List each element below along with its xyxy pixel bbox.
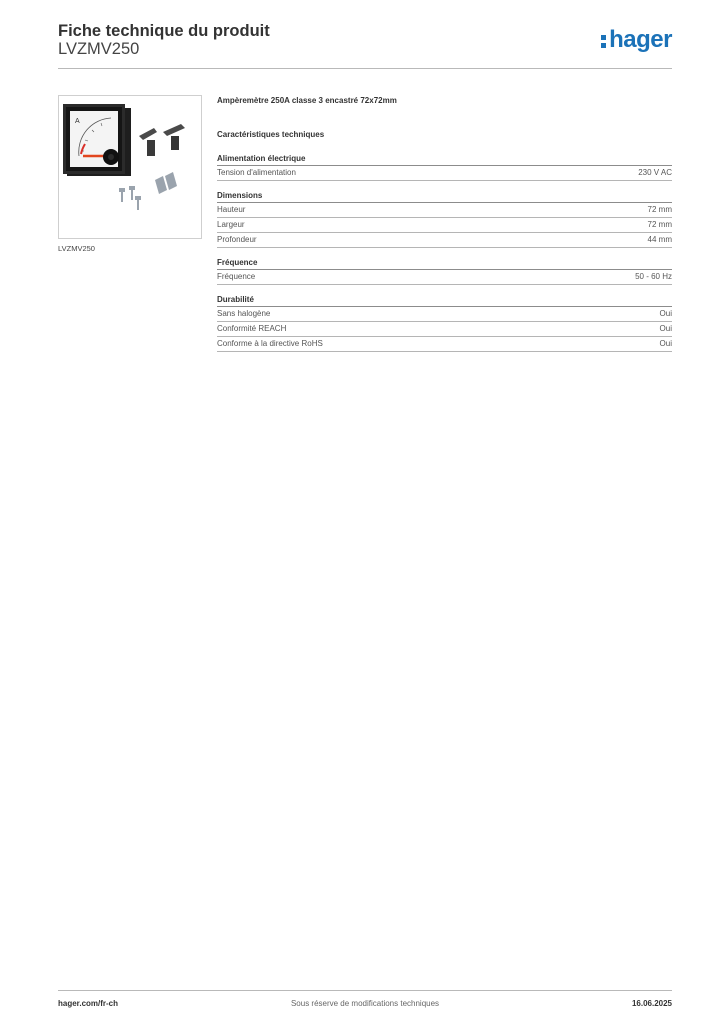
- svg-text:A: A: [75, 118, 80, 125]
- spec-row: [217, 203, 672, 218]
- spec-row: [217, 337, 672, 352]
- spec-value: Oui: [659, 324, 672, 333]
- page-header: [58, 20, 672, 69]
- spec-group-title: Fréquence: [217, 257, 672, 270]
- logo-colon-icon: [601, 32, 607, 48]
- spec-row: [217, 322, 672, 337]
- ammeter-product-photo-icon: [59, 96, 201, 238]
- document-title: Fiche technique du produit: [58, 22, 270, 40]
- spec-value: 72 mm: [647, 205, 672, 214]
- spec-group-frequency: [217, 257, 672, 285]
- spec-label: Hauteur: [217, 205, 246, 214]
- spec-label: Conforme à la directive RoHS: [217, 339, 323, 348]
- spec-value: 44 mm: [647, 235, 672, 244]
- spec-label: Largeur: [217, 220, 245, 229]
- spec-label: Sans halogène: [217, 309, 271, 318]
- footer-date: 16.06.2025: [631, 999, 672, 1008]
- spec-row: [217, 233, 672, 248]
- spec-row: [217, 307, 672, 322]
- spec-label: Conformité REACH: [217, 324, 287, 333]
- footer-notice: Sous réserve de modifications techniques: [290, 999, 440, 1008]
- spec-label: Profondeur: [217, 235, 257, 244]
- page-footer: [58, 990, 672, 1015]
- spec-row: [217, 218, 672, 233]
- hager-logo: [601, 26, 672, 54]
- product-reference: LVZMV250: [58, 40, 140, 58]
- spec-group-title: Dimensions: [217, 190, 672, 203]
- spec-value: Oui: [659, 339, 672, 348]
- spec-group-title: Durabilité: [217, 294, 672, 307]
- logo-text: hager: [609, 26, 672, 53]
- spec-value: 50 - 60 Hz: [635, 272, 672, 281]
- spec-label: Tension d'alimentation: [217, 168, 296, 177]
- spec-value: 230 V AC: [638, 168, 672, 177]
- spec-row: [217, 270, 672, 285]
- section-heading-technical: Caractéristiques techniques: [217, 130, 325, 139]
- spec-group-title: Alimentation électrique: [217, 153, 672, 166]
- spec-value: Oui: [659, 309, 672, 318]
- image-caption: LVZMV250: [58, 244, 95, 253]
- product-description: Ampèremètre 250A classe 3 encastré 72x72mm: [217, 96, 397, 105]
- product-image: [58, 95, 202, 239]
- footer-website-link[interactable]: hager.com/fr-ch: [58, 999, 119, 1008]
- specifications-panel: [217, 95, 672, 361]
- spec-group-power: [217, 153, 672, 181]
- spec-group-durability: [217, 294, 672, 352]
- spec-row: [217, 166, 672, 181]
- spec-group-dimensions: [217, 190, 672, 248]
- spec-label: Fréquence: [217, 272, 256, 281]
- spec-value: 72 mm: [647, 220, 672, 229]
